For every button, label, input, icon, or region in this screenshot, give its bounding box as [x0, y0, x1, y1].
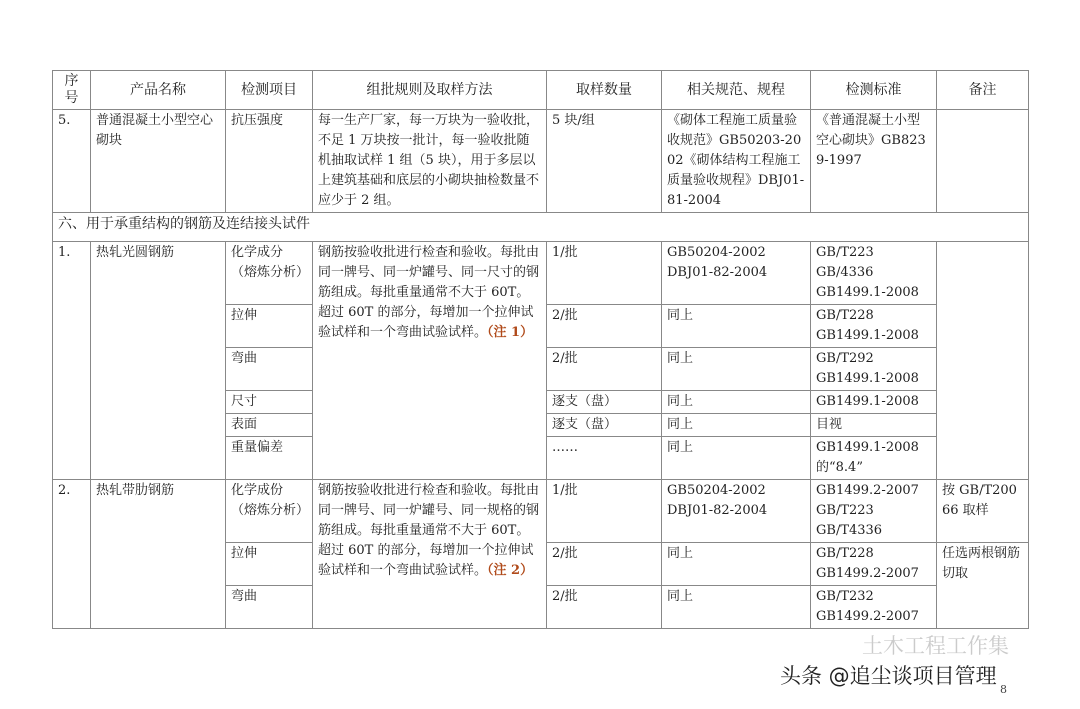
row5-remark — [937, 110, 1029, 213]
steel1-standard-5: GB1499.1-2008 的“8.4” — [811, 437, 937, 480]
header-item: 检测项目 — [226, 71, 313, 110]
steel2-remark-1: 任选两根钢筋切取 — [937, 543, 1029, 629]
table-row — [53, 480, 1029, 543]
row5-quantity: 5 块/组 — [547, 110, 662, 213]
steel1-quantity-0: 1/批 — [547, 242, 662, 305]
steel2-item-2: 弯曲 — [226, 586, 313, 629]
steel1-item-3: 尺寸 — [226, 391, 313, 414]
steel1-item-1: 拉伸 — [226, 305, 313, 348]
steel1-spec-4: 同上 — [662, 414, 811, 437]
steel1-method: 钢筋按验收批进行检查和验收。每批由同一牌号、同一炉罐号、同一尺寸的钢筋组成。每批重量通常不大于 60T。超过 60T 的部分，每增加一个拉伸试验试样和一个弯曲试验试样。 — [318, 245, 540, 340]
steel2-spec-1: 同上 — [662, 543, 811, 586]
table-row — [53, 110, 1029, 213]
steel1-standard-2: GB/T292 GB1499.1-2008 — [811, 348, 937, 391]
steel2-note: （注 2） — [487, 563, 534, 578]
steel1-quantity-3: 逐支（盘） — [547, 391, 662, 414]
steel1-product: 热轧光圆钢筋 — [91, 242, 226, 480]
steel1-standard-3: GB1499.1-2008 — [811, 391, 937, 414]
steel1-spec-1: 同上 — [662, 305, 811, 348]
table-row — [53, 242, 1029, 305]
steel1-item-0: 化学成分（熔炼分析） — [226, 242, 313, 305]
header-spec: 相关规范、规程 — [662, 71, 811, 110]
steel1-item-4: 表面 — [226, 414, 313, 437]
steel1-quantity-5: …… — [547, 437, 662, 480]
steel2-quantity-2: 2/批 — [547, 586, 662, 629]
steel2-quantity-1: 2/批 — [547, 543, 662, 586]
row5-method: 每一生产厂家，每一万块为一验收批，不足 1 万块按一批计，每一验收批随机抽取试样 1 组（5 块），用于多层以上建筑基础和底层的小砌块抽检数量不应少于 2 组。 — [313, 110, 547, 213]
steel1-quantity-2: 2/批 — [547, 348, 662, 391]
steel1-remark — [937, 242, 1029, 480]
steel1-method-cell — [313, 242, 547, 480]
steel1-quantity-4: 逐支（盘） — [547, 414, 662, 437]
steel1-spec-5: 同上 — [662, 437, 811, 480]
steel1-standard-0: GB/T223 GB/4336 GB1499.1-2008 — [811, 242, 937, 305]
steel2-item-0: 化学成份（熔炼分析） — [226, 480, 313, 543]
header-seq: 序 号 — [53, 71, 91, 110]
page-number: 8 — [1000, 683, 1007, 696]
steel1-spec-3: 同上 — [662, 391, 811, 414]
steel1-spec-0: GB50204-2002 DBJ01-82-2004 — [662, 242, 811, 305]
steel2-method-cell — [313, 480, 547, 629]
row5-item: 抗压强度 — [226, 110, 313, 213]
steel2-spec-2: 同上 — [662, 586, 811, 629]
steel2-standard-0: GB1499.2-2007 GB/T223 GB/T4336 — [811, 480, 937, 543]
steel1-note: （注 1） — [487, 325, 534, 340]
header-quantity: 取样数量 — [547, 71, 662, 110]
section-title: 六、用于承重结构的钢筋及连结接头试件 — [53, 213, 1029, 242]
header-standard: 检测标准 — [811, 71, 937, 110]
inspection-table — [52, 70, 1029, 629]
steel2-method: 钢筋按验收批进行检查和验收。每批由同一牌号、同一炉罐号、同一规格的钢筋组成。每批重量通常不大于 60T。超过 60T 的部分，每增加一个拉伸试验试样和一个弯曲试验试样。 — [318, 483, 540, 578]
row5-seq: 5. — [53, 110, 91, 213]
steel1-item-2: 弯曲 — [226, 348, 313, 391]
steel1-standard-4: 目视 — [811, 414, 937, 437]
header-remark: 备注 — [937, 71, 1029, 110]
table-header-row — [53, 71, 1029, 110]
steel1-spec-2: 同上 — [662, 348, 811, 391]
steel1-standard-1: GB/T228 GB1499.1-2008 — [811, 305, 937, 348]
steel2-standard-2: GB/T232 GB1499.2-2007 — [811, 586, 937, 629]
section-header-row — [53, 213, 1029, 242]
row5-spec: 《砌体工程施工质量验收规范》GB50203-2002《砌体结构工程施工质量验收规程》DBJ01-81-2004 — [662, 110, 811, 213]
author-watermark: 头条 @追尘谈项目管理 — [780, 664, 997, 688]
steel2-quantity-0: 1/批 — [547, 480, 662, 543]
steel2-standard-1: GB/T228 GB1499.2-2007 — [811, 543, 937, 586]
steel2-item-1: 拉伸 — [226, 543, 313, 586]
row5-product: 普通混凝土小型空心砌块 — [91, 110, 226, 213]
steel2-remark-0: 按 GB/T20066 取样 — [937, 480, 1029, 543]
ghost-watermark: 土木工程工作集 — [862, 634, 1009, 658]
steel1-quantity-1: 2/批 — [547, 305, 662, 348]
steel2-spec-0: GB50204-2002 DBJ01-82-2004 — [662, 480, 811, 543]
row5-standard: 《普通混凝土小型空心砌块》GB8239-1997 — [811, 110, 937, 213]
header-method: 组批规则及取样方法 — [313, 71, 547, 110]
header-product: 产品名称 — [91, 71, 226, 110]
steel1-item-5: 重量偏差 — [226, 437, 313, 480]
steel1-seq: 1. — [53, 242, 91, 480]
steel2-seq: 2. — [53, 480, 91, 629]
steel2-product: 热轧带肋钢筋 — [91, 480, 226, 629]
